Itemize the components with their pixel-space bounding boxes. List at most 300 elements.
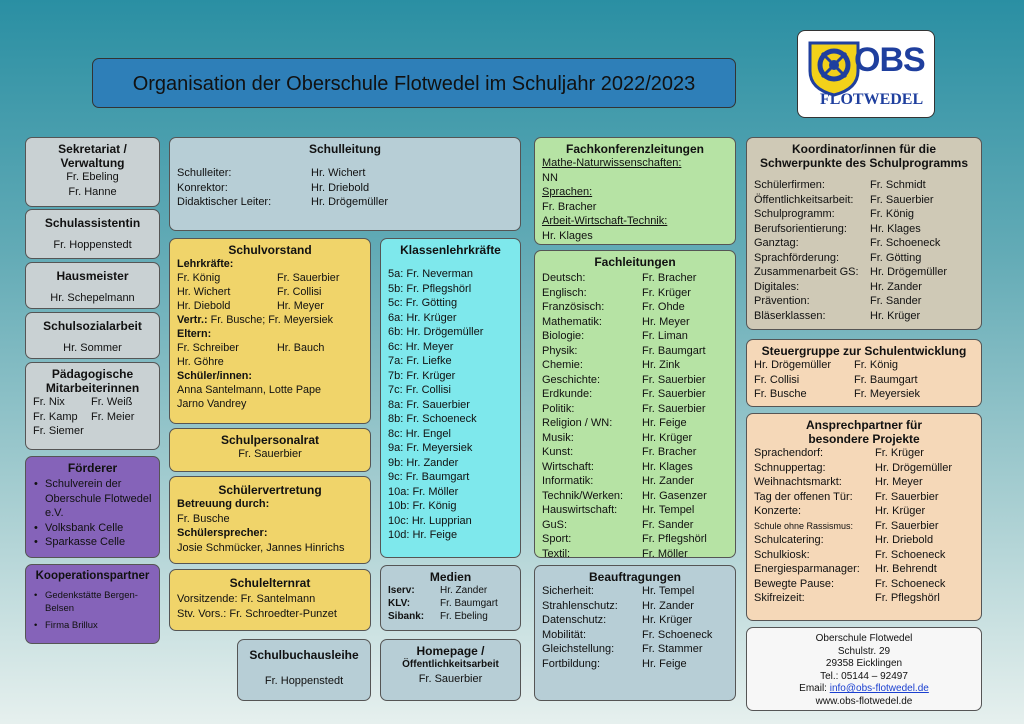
row-value: Hr. Zander <box>870 280 922 293</box>
fachleitung-row <box>542 503 728 518</box>
koordinatoren-title-1: Koordinator/innen für die <box>792 142 936 156</box>
school-name: Oberschule Flotwedel <box>815 633 913 644</box>
row-value: Hr. Feige <box>642 417 687 429</box>
row-label: Mobilität: <box>542 628 587 641</box>
schueler-label: Schüler/innen: <box>177 370 252 382</box>
koordinator-row <box>754 265 974 280</box>
row-label: Technik/Werken: <box>542 489 624 502</box>
medien-label: KLV: <box>388 598 411 609</box>
betreuung-name: Fr. Busche <box>177 512 230 525</box>
row-label: Energiesparmanager: <box>754 563 860 575</box>
foerderer-box <box>25 456 160 558</box>
beauftragung-row <box>542 642 728 657</box>
person-name: Fr. König <box>177 272 221 284</box>
schulsozialarbeit-box <box>25 312 160 359</box>
hausmeister-title: Hausmeister <box>56 269 129 283</box>
class-teacher: 7b: Fr. Krüger <box>388 369 456 382</box>
row-label: Deutsch: <box>542 272 586 284</box>
vertr-row <box>177 313 363 327</box>
vertr-text: Fr. Busche; Fr. Meyersiek <box>210 314 334 326</box>
kooperationspartner-list <box>33 589 152 632</box>
schueler-names: Anna Santelmann, Lotte Pape <box>177 384 322 396</box>
koordinator-row <box>754 251 974 266</box>
beauftragung-row <box>542 613 728 628</box>
row-value: Hr. Drögemüller <box>870 266 948 278</box>
row-label: Schulprogramm: <box>754 208 835 220</box>
paedagogische-title-1: Pädagogische <box>51 367 134 381</box>
koordinator-row <box>754 178 974 193</box>
schulassistentin-box <box>25 209 160 259</box>
schulleitung-row <box>177 181 513 196</box>
medien-row <box>388 584 513 597</box>
fachleitung-row <box>542 286 728 301</box>
homepage-title-1: Homepage / <box>416 644 485 658</box>
fachkonferenz-label: Mathe-Naturwissenschaften: <box>542 157 682 169</box>
class-teacher: 9b: Hr. Zander <box>388 456 459 469</box>
row-value: Fr. Liman <box>642 330 688 342</box>
schulpersonalrat-name: Fr. Sauerbier <box>238 448 302 460</box>
row-label: Französisch: <box>542 301 605 313</box>
row-value: Fr. Schoeneck <box>875 548 946 561</box>
row-value: Fr. Schmidt <box>870 179 926 191</box>
class-teacher: 8b: Fr. Schoeneck <box>388 413 477 425</box>
row-value: Hr. Zander <box>642 475 694 487</box>
steuergruppe-title: Steuergruppe zur Schulentwicklung <box>761 344 967 358</box>
person-name: Hr. Göhre <box>177 356 224 368</box>
foerderer-list <box>33 477 152 550</box>
class-teacher: 5c: Fr. Götting <box>388 297 458 309</box>
row-label: Fortbildung: <box>542 657 601 670</box>
schulsozialarbeit-title: Schulsozialarbeit <box>43 319 142 333</box>
row-value: Hr. Klages <box>870 222 921 235</box>
staff-name: Fr. Kamp <box>33 410 78 423</box>
class-teacher: 10c: Hr. Lupprian <box>388 514 472 527</box>
person-name: Fr. Collisi <box>277 286 322 298</box>
row-label: Physik: <box>542 344 578 357</box>
paedagogische-title-2: Mitarbeiterinnen <box>45 381 140 395</box>
class-teacher: 6a: Hr. Krüger <box>388 311 457 324</box>
row-value: Fr. Krüger <box>642 286 691 299</box>
koordinator-row <box>754 207 974 222</box>
list-item: • Sparkasse Celle <box>33 535 152 550</box>
row-value: Hr. Tempel <box>642 504 695 516</box>
role-label: Didaktischer Leiter: <box>177 196 272 208</box>
steuergruppe-row <box>754 387 974 402</box>
row-label: Erdkunde: <box>542 388 593 400</box>
schuelervertretung-box <box>169 476 371 564</box>
schulpersonalrat-box <box>169 428 371 472</box>
medien-name: Fr. Ebeling <box>440 611 488 622</box>
row-value: Hr. Zander <box>642 599 694 612</box>
row-label: Textil: <box>542 547 571 558</box>
medien-label: Sibank: <box>388 611 425 622</box>
fachleitung-row <box>542 344 728 359</box>
row-value: Fr. Schoeneck <box>870 237 941 249</box>
row-label: Kunst: <box>542 446 574 458</box>
medien-box <box>380 565 521 631</box>
fachkonferenz-label: Sprachen: <box>542 186 593 198</box>
row-value: Hr. Krüger <box>870 309 921 322</box>
class-teacher: 9a: Fr. Meyersiek <box>388 442 473 454</box>
schulvorstand-box <box>169 238 371 424</box>
row-value: Hr. Driebold <box>875 534 934 546</box>
row-label: Schule ohne Rassismus: <box>754 520 854 531</box>
row-label: Schulkiosk: <box>754 548 810 561</box>
lehrkraefte-label: Lehrkräfte: <box>177 258 234 270</box>
person-name: Hr. Drögemüller <box>311 196 389 208</box>
koordinator-row <box>754 236 974 251</box>
row-label: Digitales: <box>754 280 800 293</box>
steuergruppe-row <box>754 358 974 373</box>
row-value: Fr. Schoeneck <box>642 628 713 641</box>
ansprechpartner-list <box>754 446 974 606</box>
fachleitung-row <box>542 547 728 559</box>
row-label: Schülerfirmen: <box>754 179 825 191</box>
email-label: Email: <box>799 683 827 694</box>
sekretariat-box <box>25 137 160 207</box>
person-name: Hr. Wichert <box>311 167 366 179</box>
schulleitung-box <box>169 137 521 231</box>
row-label: GuS: <box>542 518 568 531</box>
row-label: Sicherheit: <box>542 585 594 597</box>
row-value: Fr. Bracher <box>642 272 697 284</box>
klassenlehrkraefte-box <box>380 238 521 558</box>
row-value: Fr. König <box>870 208 915 220</box>
schulelternrat-line: Stv. Vors.: Fr. Schroedter-Punzet <box>177 607 337 620</box>
staff-name: Fr. Nix <box>33 396 65 408</box>
fachleitung-row <box>542 489 728 504</box>
page-title: Organisation der Oberschule Flotwedel im Schuljahr 2022/2023 <box>92 58 736 108</box>
school-phone: Tel.: 05144 – 92497 <box>820 670 908 682</box>
row-value: Fr. Götting <box>870 251 922 264</box>
row-value: Fr. Sauerbier <box>642 402 706 415</box>
email-row <box>754 683 974 696</box>
fachleitung-row <box>542 358 728 373</box>
role-label: Konrektor: <box>177 181 228 194</box>
row-label: Wirtschaft: <box>542 460 594 473</box>
fachkonferenz-name: Hr. Klages <box>542 229 593 242</box>
row-value: Fr. Sauerbier <box>875 519 939 532</box>
koordinatoren-list <box>754 178 974 323</box>
sprecher-label: Schülersprecher: <box>177 527 268 539</box>
person-name: Hr. Meyer <box>277 300 324 312</box>
fachkonferenz-name: NN <box>542 171 558 184</box>
koordinator-row <box>754 193 974 208</box>
beauftragungen-title: Beauftragungen <box>588 570 681 584</box>
beauftragung-row <box>542 628 728 643</box>
betreuung-label: Betreuung durch: <box>177 498 270 510</box>
row-label: Politik: <box>542 402 575 415</box>
logo-obs-text: OBS <box>854 41 925 79</box>
row-value: Hr. Krüger <box>642 614 693 626</box>
koordinator-row <box>754 222 974 237</box>
schulleitung-row <box>177 166 513 181</box>
fachkonferenz-title: Fachkonferenzleitungen <box>565 142 705 156</box>
fachleitung-row <box>542 402 728 417</box>
school-city: 29358 Eicklingen <box>825 658 903 669</box>
row-value: Fr. Sander <box>642 518 694 531</box>
schulelternrat-box <box>169 569 371 631</box>
row-value: Hr. Zink <box>642 359 680 371</box>
row-value: Hr. Feige <box>642 657 687 670</box>
homepage-box <box>380 639 521 701</box>
fachleitung-row <box>542 532 728 547</box>
ansprechpartner-row <box>754 577 974 592</box>
row-value: Fr. Bracher <box>642 446 697 458</box>
staff-name: Fr. Weiß <box>91 396 133 408</box>
row-value: Hr. Behrendt <box>875 563 937 575</box>
vertr-label: Vertr.: <box>177 314 208 326</box>
koordinatoren-box <box>746 137 982 330</box>
schulbuchausleihe-box <box>237 639 371 701</box>
row-label: Sprachendorf: <box>754 447 824 459</box>
foerderer-title: Förderer <box>67 461 118 475</box>
schulvorstand-row <box>177 299 363 313</box>
row-label: Ganztag: <box>754 237 799 249</box>
koordinator-row <box>754 294 974 309</box>
person-name: Fr. Collisi <box>754 373 800 386</box>
row-value: Hr. Krüger <box>875 505 926 517</box>
class-teacher: 6c: Hr. Meyer <box>388 340 454 353</box>
email-link[interactable]: info@obs-flotwedel.de <box>829 683 929 694</box>
row-label: Biologie: <box>542 330 585 342</box>
fachleitung-row <box>542 329 728 344</box>
row-value: Fr. Sauerbier <box>875 490 939 503</box>
sekretariat-name: Fr. Hanne <box>68 185 117 198</box>
person-name: Fr. Meyersiek <box>854 388 921 400</box>
sekretariat-title-1: Sekretariat / <box>58 142 127 156</box>
row-label: Berufsorientierung: <box>754 222 847 235</box>
medien-title: Medien <box>429 570 472 584</box>
medien-row <box>388 610 513 623</box>
list-item: • Schulverein der Oberschule Flotwedel e.V. <box>33 477 152 521</box>
row-value: Hr. Meyer <box>642 315 690 328</box>
row-label: Religion / WN: <box>542 417 613 429</box>
row-label: Strahlenschutz: <box>542 599 618 612</box>
row-label: Sprachförderung: <box>754 251 839 264</box>
row-label: Konzerte: <box>754 505 802 517</box>
row-value: Hr. Gasenzer <box>642 489 707 502</box>
staff-name: Fr. Siemer <box>33 425 84 437</box>
koordinator-row <box>754 280 974 295</box>
row-value: Fr. Baumgart <box>642 344 706 357</box>
hausmeister-name: Hr. Schepelmann <box>50 292 135 304</box>
class-teacher: 8c: Hr. Engel <box>388 427 451 440</box>
person-name: Fr. Busche <box>754 388 807 400</box>
beauftragung-row <box>542 584 728 599</box>
sekretariat-name: Fr. Ebeling <box>66 171 119 183</box>
person-name: Fr. Sauerbier <box>277 272 340 284</box>
row-value: Hr. Klages <box>642 460 693 473</box>
class-teacher: 9c: Fr. Baumgart <box>388 471 470 483</box>
fachleitung-row <box>542 474 728 489</box>
class-teacher: 6b: Hr. Drögemüller <box>388 326 484 338</box>
steuergruppe-box <box>746 339 982 407</box>
koordinator-row <box>754 309 974 324</box>
fachkonferenz-box <box>534 137 736 245</box>
staff-name: Fr. Meier <box>91 410 135 423</box>
ansprechpartner-row <box>754 548 974 563</box>
schulpersonalrat-title: Schulpersonalrat <box>220 433 320 447</box>
class-teacher: 10a: Fr. Möller <box>388 485 459 498</box>
class-teacher: 8a: Fr. Sauerbier <box>388 398 470 411</box>
schulassistentin-name: Fr. Hoppenstedt <box>53 239 132 251</box>
class-teacher: 7c: Fr. Collisi <box>388 384 451 396</box>
logo-place-text: FLOTWEDEL <box>820 91 924 108</box>
row-value: Fr. Krüger <box>875 447 924 459</box>
row-label: Prävention: <box>754 295 810 307</box>
person-name: Fr. König <box>854 359 899 371</box>
person-name: Hr. Wichert <box>177 286 231 298</box>
paedagogische-row <box>33 395 152 410</box>
fachleitung-row <box>542 315 728 330</box>
fachleitung-row <box>542 387 728 402</box>
row-label: Bewegte Pause: <box>754 577 835 590</box>
ansprechpartner-box <box>746 413 982 621</box>
role-label: Schulleiter: <box>177 167 232 179</box>
medien-row <box>388 597 513 610</box>
schulsozialarbeit-name: Hr. Sommer <box>63 342 122 354</box>
schulvorstand-row <box>177 341 363 355</box>
fachleitungen-box <box>534 250 736 558</box>
fachleitung-row <box>542 460 728 475</box>
ansprechpartner-title-2: besondere Projekte <box>808 432 920 446</box>
list-item: • Firma Brillux <box>33 619 152 632</box>
class-teacher: 10b: Fr. König <box>388 500 457 512</box>
row-label: Weihnachtsmarkt: <box>754 476 842 488</box>
class-teacher: 7a: Fr. Liefke <box>388 355 452 367</box>
school-website: www.obs-flotwedel.de <box>815 695 913 707</box>
schulbuchausleihe-name: Fr. Hoppenstedt <box>264 675 344 687</box>
list-item: • Volksbank Celle <box>33 521 152 536</box>
row-label: Sport: <box>542 533 572 545</box>
row-value: Fr. Schoeneck <box>875 577 946 590</box>
fachleitung-row <box>542 518 728 533</box>
homepage-title-2: Öffentlichkeitsarbeit <box>402 659 499 670</box>
row-label: Mathematik: <box>542 315 602 328</box>
ansprechpartner-row <box>754 461 974 476</box>
kontakt-box <box>746 627 982 711</box>
list-item: • Gedenkstätte Bergen-Belsen <box>33 589 152 615</box>
row-value: Fr. Ohde <box>642 301 685 313</box>
class-teacher: 5a: Fr. Neverman <box>388 268 473 280</box>
ansprechpartner-title-1: Ansprechpartner für <box>805 418 923 432</box>
person-name: Hr. Drögemüller <box>754 359 832 371</box>
row-label: Schulcatering: <box>754 534 824 546</box>
row-value: Hr. Krüger <box>642 431 693 444</box>
schulelternrat-line: Vorsitzende: Fr. Santelmann <box>177 593 316 605</box>
medien-name: Fr. Baumgart <box>440 598 498 609</box>
kooperationspartner-title: Kooperationspartner <box>35 570 150 582</box>
sekretariat-title-2: Verwaltung <box>60 156 125 170</box>
person-name: Hr. Diebold <box>177 300 231 312</box>
schueler-names: Jarno Vandrey <box>177 398 247 410</box>
ansprechpartner-row <box>754 446 974 461</box>
schulbuchausleihe-title: Schulbuchausleihe <box>249 648 359 662</box>
schuelervertretung-title: Schülervertretung <box>218 483 322 497</box>
row-label: Informatik: <box>542 475 594 487</box>
eltern-label: Eltern: <box>177 328 212 340</box>
ansprechpartner-row <box>754 591 974 606</box>
row-label: Bläserklassen: <box>754 309 826 322</box>
ansprechpartner-row <box>754 490 974 505</box>
fachleitungen-list <box>542 271 728 558</box>
paedagogische-row <box>33 410 152 425</box>
sprecher-names: Josie Schmücker, Jannes Hinrichs <box>177 541 345 554</box>
ansprechpartner-row <box>754 519 974 534</box>
school-logo <box>797 30 935 118</box>
beauftragung-row <box>542 599 728 614</box>
beauftragungen-box <box>534 565 736 701</box>
fachleitung-row <box>542 300 728 315</box>
klassenlehrkraefte-title: Klassenlehrkräfte <box>400 243 501 257</box>
paedagogische-box <box>25 362 160 450</box>
medien-label: Iserv: <box>388 585 415 596</box>
row-value: Fr. Sauerbier <box>642 388 706 400</box>
fachleitung-row <box>542 416 728 431</box>
schulvorstand-title: Schulvorstand <box>228 243 312 257</box>
fachleitung-row <box>542 445 728 460</box>
schulleitung-row <box>177 195 513 210</box>
row-value: Fr. Möller <box>642 547 688 558</box>
row-value: Fr. Sander <box>870 295 922 307</box>
person-name: Fr. Schreiber <box>177 342 239 354</box>
ansprechpartner-row <box>754 504 974 519</box>
fachleitung-row <box>542 431 728 446</box>
fachkonferenz-label: Arbeit-Wirtschaft-Technik: <box>542 215 668 227</box>
fachleitung-row <box>542 373 728 388</box>
ansprechpartner-row <box>754 533 974 548</box>
school-street: Schulstr. 29 <box>837 645 891 657</box>
schulvorstand-row <box>177 285 363 299</box>
person-name: Fr. Baumgart <box>854 373 918 386</box>
koordinatoren-title-2: Schwerpunkte des Schulprogramms <box>759 156 969 170</box>
person-name: Hr. Bauch <box>277 342 325 354</box>
row-label: Musik: <box>542 431 574 444</box>
schulleitung-title: Schulleitung <box>309 142 381 156</box>
row-label: Schnuppertag: <box>754 461 826 474</box>
row-label: Geschichte: <box>542 373 601 386</box>
medien-name: Hr. Zander <box>440 585 488 596</box>
kooperationspartner-box <box>25 564 160 644</box>
beauftragung-row <box>542 657 728 672</box>
class-teacher: 5b: Fr. Pflegshörl <box>388 282 472 295</box>
row-value: Fr. Sauerbier <box>870 193 934 206</box>
row-value: Fr. Pflegshörl <box>875 592 940 604</box>
ansprechpartner-row <box>754 475 974 490</box>
fachleitungen-title: Fachleitungen <box>594 255 676 269</box>
class-teacher: 10d: Hr. Feige <box>388 529 458 541</box>
schulassistentin-title: Schulassistentin <box>44 216 141 230</box>
row-value: Fr. Sauerbier <box>642 373 706 386</box>
paedagogische-row <box>33 424 152 439</box>
schulelternrat-title: Schulelternrat <box>229 576 311 590</box>
homepage-name: Fr. Sauerbier <box>418 673 483 685</box>
fachleitung-row <box>542 271 728 286</box>
schulvorstand-row <box>177 271 363 285</box>
hausmeister-box <box>25 262 160 309</box>
row-label: Chemie: <box>542 359 583 371</box>
row-value: Fr. Stammer <box>642 643 703 655</box>
row-label: Skifreizeit: <box>754 592 805 604</box>
steuergruppe-row <box>754 373 974 388</box>
row-value: Fr. Pflegshörl <box>642 533 707 545</box>
row-value: Hr. Meyer <box>875 476 923 488</box>
row-value: Hr. Drögemüller <box>875 461 953 474</box>
row-label: Zusammenarbeit GS: <box>754 266 859 278</box>
row-label: Datenschutz: <box>542 614 607 626</box>
beauftragungen-list <box>542 584 728 671</box>
